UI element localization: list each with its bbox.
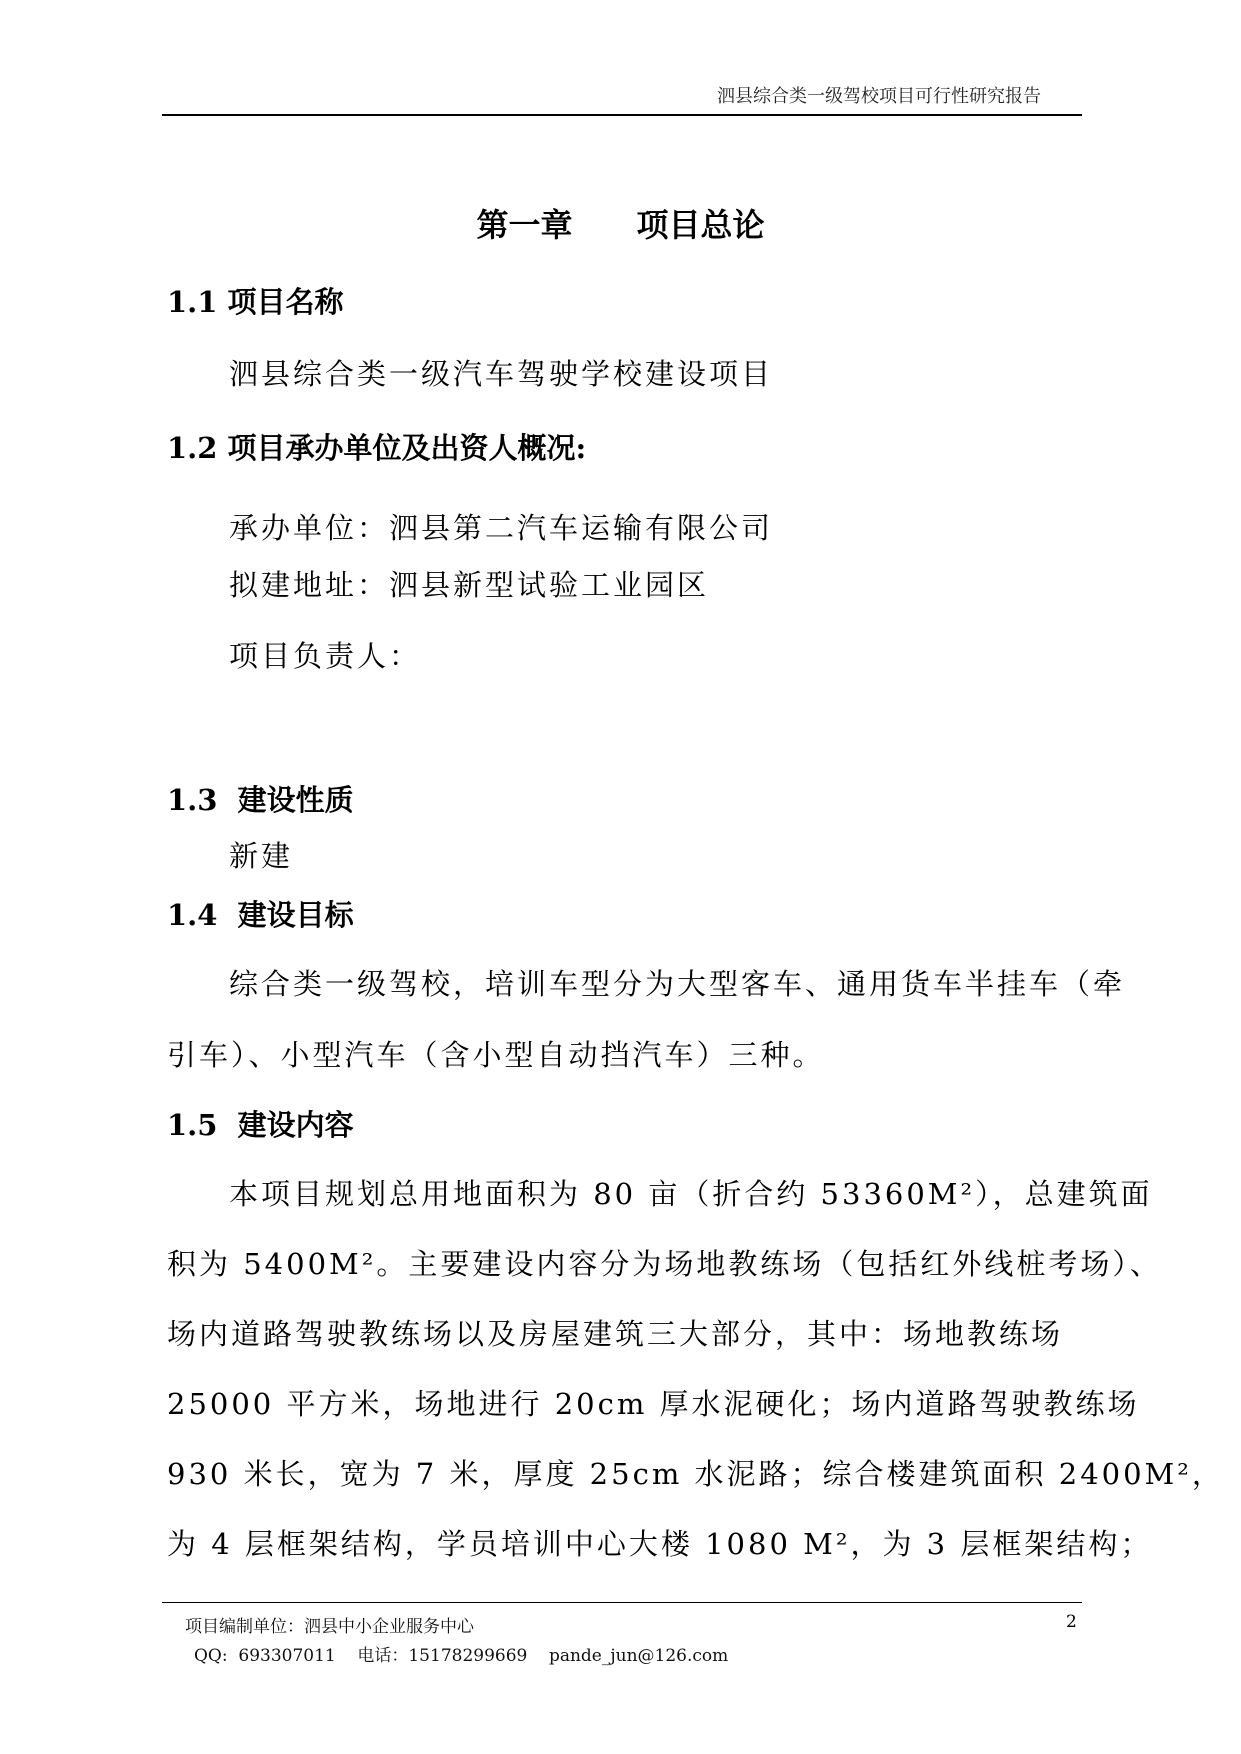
page-number: 2	[1066, 1612, 1077, 1632]
header-divider	[162, 114, 1082, 116]
site-address-text: 拟建地址：泗县新型试验工业园区	[229, 568, 710, 602]
content-line-5: 930 米长，宽为 7 米，厚度 25cm 水泥路；综合楼建筑面积 2400M²，	[167, 1457, 1224, 1491]
section-heading-1-2: 1.2 项目承办单位及出资人概况:	[167, 431, 587, 465]
project-name-text: 泗县综合类一级汽车驾驶学校建设项目	[229, 357, 774, 391]
sponsor-unit-text: 承办单位：泗县第二汽车运输有限公司	[229, 511, 774, 545]
content-line-4: 25000 平方米，场地进行 20cm 厚水泥硬化；场内道路驾驶教练场	[167, 1387, 1140, 1421]
footer-contact: QQ: 693307011 电话：15178299669 pande_jun@126.com	[194, 1646, 729, 1666]
objective-line-1: 综合类一级驾校，培训车型分为大型客车、通用货车半挂车（牵	[229, 967, 1126, 1001]
content-line-6: 为 4 层框架结构，学员培训中心大楼 1080 M²，为 3 层框架结构；	[167, 1527, 1153, 1561]
section-heading-1-3: 1.3 建设性质	[167, 783, 354, 817]
footer-org: 项目编制单位：泗县中小企业服务中心	[185, 1617, 474, 1637]
content-line-2: 积为 5400M²。主要建设内容分为场地教练场（包括红外线桩考场）、	[167, 1247, 1162, 1281]
objective-line-2: 引车）、小型汽车（含小型自动挡汽车）三种。	[167, 1038, 825, 1072]
content-line-1: 本项目规划总用地面积为 80 亩（折合约 53360M²），总建筑面	[229, 1177, 1153, 1211]
chapter-title: 第一章 项目总论	[476, 206, 765, 244]
section-heading-1-5: 1.5 建设内容	[167, 1108, 354, 1142]
content-line-3: 场内道路驾驶教练场以及房屋建筑三大部分，其中：场地教练场	[167, 1317, 1064, 1351]
construction-nature-text: 新建	[229, 839, 294, 873]
section-heading-1-4: 1.4 建设目标	[167, 898, 354, 932]
running-header: 泗县综合类一级驾校项目可行性研究报告	[717, 86, 1041, 107]
section-heading-1-1: 1.1 项目名称	[167, 285, 344, 319]
footer-divider	[162, 1602, 1082, 1603]
project-leader-text: 项目负责人：	[229, 639, 422, 673]
